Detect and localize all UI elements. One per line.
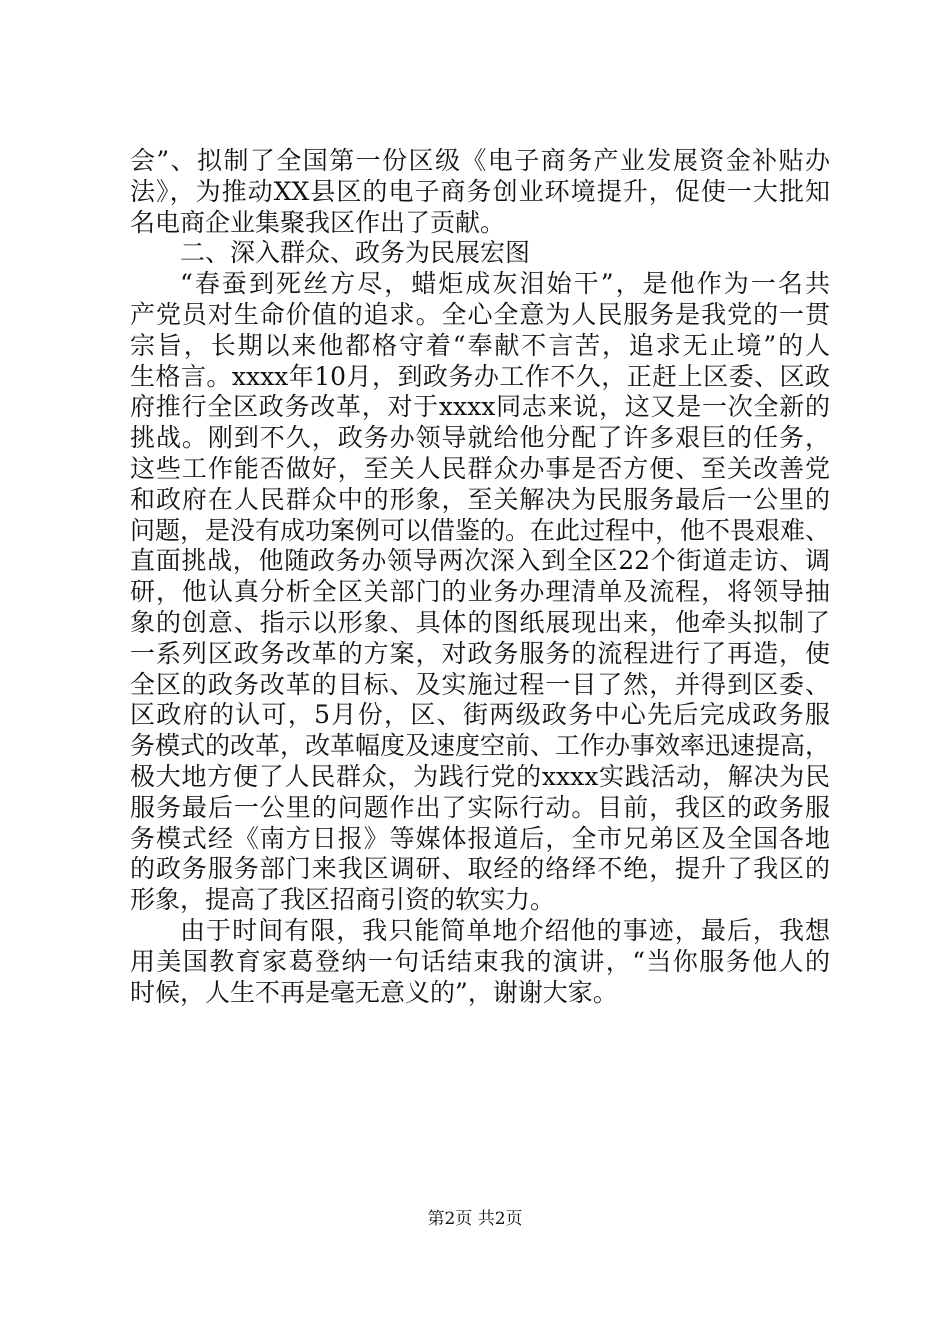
text-line: 宗旨，长期以来他都格守着“奉献不言苦，追求无止境”的人 — [130, 330, 830, 360]
text-line: 府推行全区政务改革，对于xxxx同志来说，这又是一次全新的 — [130, 392, 830, 422]
text-line: 由于时间有限，我只能简单地介绍他的事迹，最后，我想 — [180, 915, 830, 945]
text-line: 挑战。刚到不久，政务办领导就给他分配了许多艰巨的任务， — [130, 423, 830, 453]
text-line: 服务最后一公里的问题作出了实际行动。目前，我区的政务服 — [130, 792, 830, 822]
text-line: 时候，人生不再是毫无意义的”，谢谢大家。 — [130, 977, 618, 1007]
text-line: 用美国教育家葛登纳一句话结束我的演讲，“当你服务他人的 — [130, 946, 830, 976]
section-heading: 二、深入群众、政务为民展宏图 — [180, 238, 531, 268]
text-line: 会”、拟制了全国第一份区级《电子商务产业发展资金补贴办 — [130, 146, 830, 175]
text-line: 务模式经《南方日报》等媒体报道后，全市兄弟区及全国各地 — [130, 823, 830, 853]
text-line: 区政府的认可，5月份，区、街两级政务中心先后完成政务服 — [130, 700, 830, 730]
text-line: 和政府在人民群众中的形象，至关解决为民服务最后一公里的 — [130, 484, 830, 514]
text-line: 研，他认真分析全区关部门的业务办理清单及流程，将领导抽 — [130, 577, 830, 607]
text-line: 象的创意、指示以形象、具体的图纸展现出来，他牵头拟制了 — [130, 607, 830, 637]
text-line: 名电商企业集聚我区作出了贡献。 — [130, 207, 506, 237]
text-line: 问题，是没有成功案例可以借鉴的。在此过程中，他不畏艰难、 — [130, 515, 831, 545]
text-line: 法》，为推动XX县区的电子商务创业环境提升，促使一大批知 — [130, 176, 830, 206]
text-line: “春蚕到死丝方尽，蜡炬成灰泪始干”，是他作为一名共 — [180, 269, 830, 299]
text-line: 生格言。xxxx年10月，到政务办工作不久，正赶上区委、区政 — [130, 361, 830, 391]
text-line: 直面挑战，他随政务办领导两次深入到全区22个街道走访、调 — [130, 546, 830, 576]
text-line: 极大地方便了人民群众，为践行党的xxxx实践活动，解决为民 — [130, 761, 830, 791]
text-line: 这些工作能否做好，至关人民群众办事是否方便、至关改善党 — [130, 453, 830, 483]
text-line: 一系列区政务改革的方案，对政务服务的流程进行了再造，使 — [130, 638, 830, 668]
text-line: 形象，提高了我区招商引资的软实力。 — [130, 885, 556, 915]
text-line: 产党员对生命价值的追求。全心全意为人民服务是我党的一贯 — [130, 299, 830, 329]
text-line: 的政务服务部门来我区调研、取经的络绎不绝，提升了我区的 — [130, 854, 830, 884]
text-line: 务模式的改革，改革幅度及速度空前、工作办事效率迅速提高， — [130, 731, 831, 761]
document-body — [130, 146, 830, 1008]
text-line: 全区的政务改革的目标、及实施过程一目了然，并得到区委、 — [130, 669, 830, 699]
page-number-footer: 第2页 共2页 — [427, 1209, 523, 1229]
